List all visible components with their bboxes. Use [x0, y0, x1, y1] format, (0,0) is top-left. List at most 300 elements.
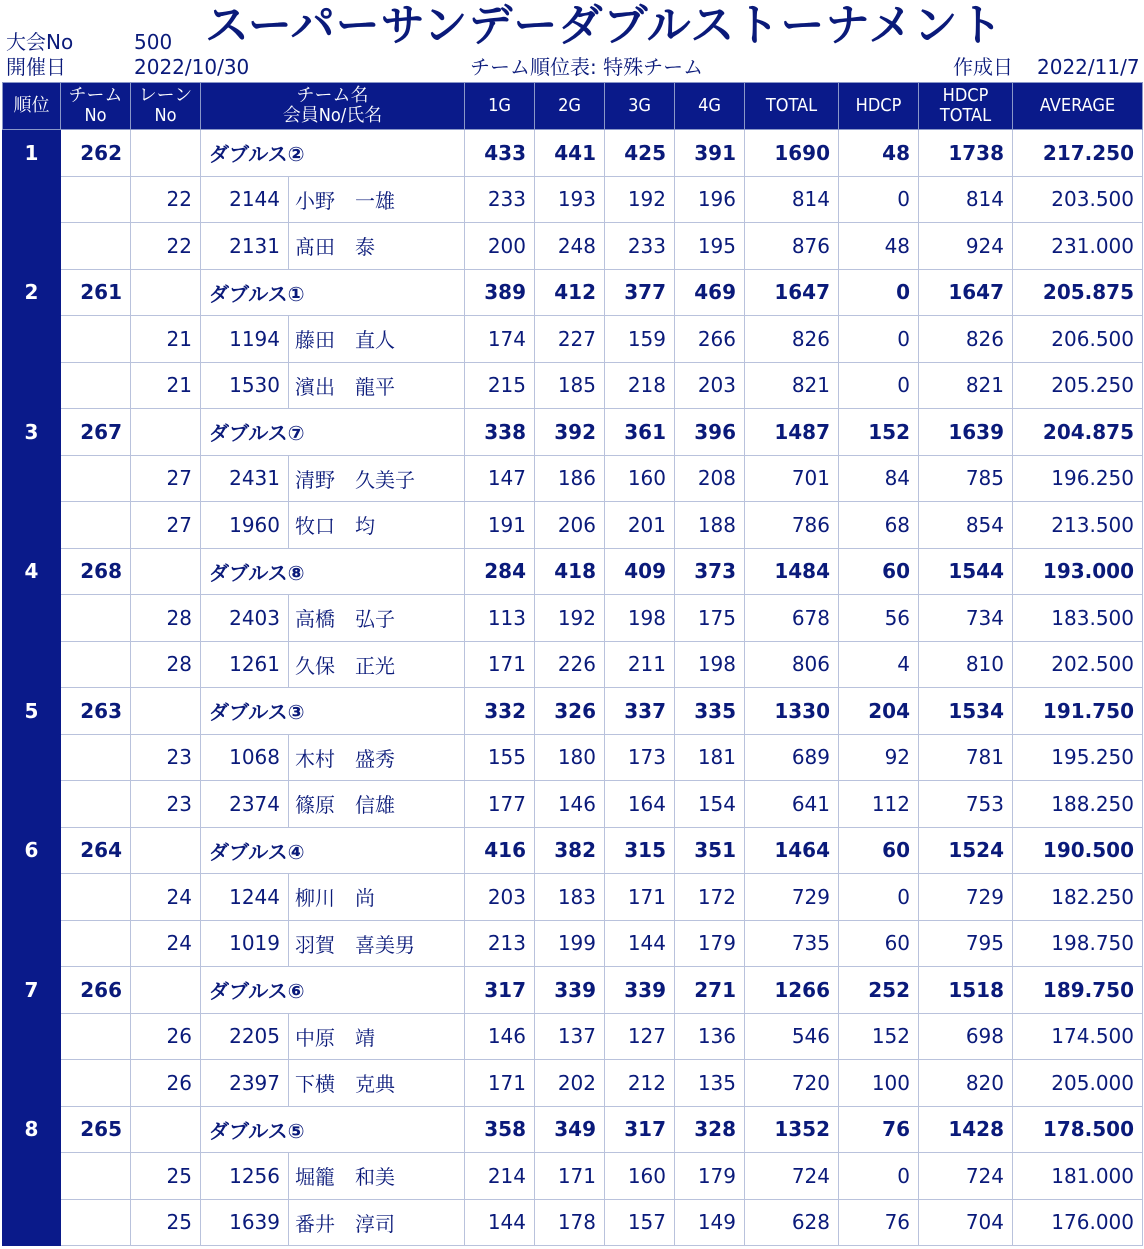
member-g1: 214 — [465, 1153, 535, 1200]
member-g3: 201 — [605, 502, 675, 549]
team-no: 262 — [61, 130, 131, 177]
col-g1: 1G — [465, 83, 535, 130]
member-name: 番井 淳司 — [289, 1199, 465, 1246]
member-hdcp-total: 854 — [919, 502, 1013, 549]
member-g3: 160 — [605, 455, 675, 502]
member-g4: 175 — [675, 595, 745, 642]
member-g3: 173 — [605, 734, 675, 781]
member-hdcp: 100 — [839, 1060, 919, 1107]
rank-cell-empty — [3, 734, 61, 781]
team-hdcp-total: 1534 — [919, 688, 1013, 735]
member-average: 188.250 — [1013, 781, 1143, 828]
date-label: 開催日 — [6, 55, 66, 79]
member-hdcp: 68 — [839, 502, 919, 549]
member-lane: 25 — [131, 1153, 201, 1200]
member-average: 206.500 — [1013, 316, 1143, 363]
member-no: 1068 — [201, 734, 289, 781]
team-no-empty — [61, 1199, 131, 1246]
team-no-empty — [61, 223, 131, 270]
member-name: 濱出 龍平 — [289, 362, 465, 409]
member-no: 1639 — [201, 1199, 289, 1246]
team-no-empty — [61, 595, 131, 642]
member-row — [3, 223, 1143, 270]
team-g4: 271 — [675, 967, 745, 1014]
member-g1: 191 — [465, 502, 535, 549]
team-g3: 339 — [605, 967, 675, 1014]
member-lane: 26 — [131, 1060, 201, 1107]
team-average: 193.000 — [1013, 548, 1143, 595]
team-no-empty — [61, 781, 131, 828]
member-g1: 215 — [465, 362, 535, 409]
member-total: 876 — [745, 223, 839, 270]
member-lane: 28 — [131, 595, 201, 642]
member-g4: 203 — [675, 362, 745, 409]
member-total: 729 — [745, 874, 839, 921]
team-total: 1690 — [745, 130, 839, 177]
member-g4: 266 — [675, 316, 745, 363]
member-no: 2131 — [201, 223, 289, 270]
team-no-empty — [61, 455, 131, 502]
member-total: 786 — [745, 502, 839, 549]
team-rank: 3 — [3, 409, 61, 456]
team-no-empty — [61, 362, 131, 409]
member-hdcp: 92 — [839, 734, 919, 781]
member-average: 198.750 — [1013, 920, 1143, 967]
col-rank: 順位 — [3, 83, 61, 130]
member-row — [3, 595, 1143, 642]
team-g4: 391 — [675, 130, 745, 177]
member-total: 821 — [745, 362, 839, 409]
member-hdcp-total: 924 — [919, 223, 1013, 270]
team-g3: 409 — [605, 548, 675, 595]
member-g2: 206 — [535, 502, 605, 549]
member-hdcp-total: 820 — [919, 1060, 1013, 1107]
member-lane: 26 — [131, 1013, 201, 1060]
member-no: 1261 — [201, 641, 289, 688]
rank-cell-empty — [3, 362, 61, 409]
member-g3: 159 — [605, 316, 675, 363]
member-average: 202.500 — [1013, 641, 1143, 688]
member-average: 195.250 — [1013, 734, 1143, 781]
rank-cell-empty — [3, 641, 61, 688]
member-lane: 22 — [131, 223, 201, 270]
member-g2: 202 — [535, 1060, 605, 1107]
member-lane: 27 — [131, 502, 201, 549]
member-lane: 25 — [131, 1199, 201, 1246]
member-g2: 192 — [535, 595, 605, 642]
member-g4: 172 — [675, 874, 745, 921]
team-hdcp-total: 1738 — [919, 130, 1013, 177]
team-row — [3, 688, 1143, 735]
member-hdcp-total: 698 — [919, 1013, 1013, 1060]
member-row — [3, 641, 1143, 688]
team-no-empty — [61, 316, 131, 363]
team-g4: 396 — [675, 409, 745, 456]
member-no: 1530 — [201, 362, 289, 409]
team-no-empty — [61, 176, 131, 223]
created-date: 2022/11/7 — [1037, 55, 1140, 79]
team-no: 261 — [61, 269, 131, 316]
member-average: 181.000 — [1013, 1153, 1143, 1200]
member-average: 231.000 — [1013, 223, 1143, 270]
member-total: 806 — [745, 641, 839, 688]
member-row — [3, 316, 1143, 363]
team-no: 268 — [61, 548, 131, 595]
member-hdcp-total: 753 — [919, 781, 1013, 828]
rank-cell-empty — [3, 1199, 61, 1246]
team-hdcp: 60 — [839, 548, 919, 595]
col-g2: 2G — [535, 83, 605, 130]
col-lane-no: レーン No — [131, 83, 201, 130]
rank-cell-empty — [3, 781, 61, 828]
member-g3: 192 — [605, 176, 675, 223]
member-name: 小野 一雄 — [289, 176, 465, 223]
member-average: 196.250 — [1013, 455, 1143, 502]
rank-cell-empty — [3, 223, 61, 270]
member-no: 2205 — [201, 1013, 289, 1060]
member-g2: 248 — [535, 223, 605, 270]
member-g3: 218 — [605, 362, 675, 409]
member-g2: 227 — [535, 316, 605, 363]
member-name: 藤田 直人 — [289, 316, 465, 363]
member-hdcp-total: 810 — [919, 641, 1013, 688]
member-total: 678 — [745, 595, 839, 642]
team-no-empty — [61, 1153, 131, 1200]
member-lane: 23 — [131, 734, 201, 781]
team-g1: 389 — [465, 269, 535, 316]
col-g4: 4G — [675, 83, 745, 130]
member-row — [3, 1013, 1143, 1060]
member-name: 牧口 均 — [289, 502, 465, 549]
member-average: 203.500 — [1013, 176, 1143, 223]
member-hdcp-total: 729 — [919, 874, 1013, 921]
team-hdcp: 152 — [839, 409, 919, 456]
member-g4: 135 — [675, 1060, 745, 1107]
member-total: 701 — [745, 455, 839, 502]
team-g4: 351 — [675, 827, 745, 874]
member-no: 2431 — [201, 455, 289, 502]
member-g3: 198 — [605, 595, 675, 642]
member-g1: 233 — [465, 176, 535, 223]
team-name: ダブルス⑤ — [201, 1106, 465, 1153]
member-g1: 177 — [465, 781, 535, 828]
team-hdcp: 76 — [839, 1106, 919, 1153]
created-label: 作成日 — [953, 55, 1013, 79]
member-lane: 23 — [131, 781, 201, 828]
member-g4: 181 — [675, 734, 745, 781]
team-g3: 317 — [605, 1106, 675, 1153]
rank-cell-empty — [3, 176, 61, 223]
member-g1: 203 — [465, 874, 535, 921]
member-g4: 208 — [675, 455, 745, 502]
report-title: スーパーサンデーダブルストーナメント — [205, 0, 1004, 51]
member-hdcp: 48 — [839, 223, 919, 270]
member-g1: 171 — [465, 1060, 535, 1107]
team-no: 267 — [61, 409, 131, 456]
member-total: 724 — [745, 1153, 839, 1200]
member-row — [3, 920, 1143, 967]
table-header-row — [3, 83, 1143, 130]
team-no-empty — [61, 734, 131, 781]
rank-cell-empty — [3, 316, 61, 363]
team-g1: 416 — [465, 827, 535, 874]
member-lane: 21 — [131, 316, 201, 363]
team-total: 1484 — [745, 548, 839, 595]
member-hdcp-total: 724 — [919, 1153, 1013, 1200]
member-row — [3, 734, 1143, 781]
team-row — [3, 409, 1143, 456]
team-g1: 433 — [465, 130, 535, 177]
team-name: ダブルス② — [201, 130, 465, 177]
member-hdcp-total: 821 — [919, 362, 1013, 409]
member-name: 木村 盛秀 — [289, 734, 465, 781]
member-name: 羽賀 喜美男 — [289, 920, 465, 967]
member-hdcp-total: 814 — [919, 176, 1013, 223]
member-name: 高橋 弘子 — [289, 595, 465, 642]
rank-cell-empty — [3, 1153, 61, 1200]
member-hdcp: 0 — [839, 874, 919, 921]
member-hdcp: 112 — [839, 781, 919, 828]
member-hdcp-total: 704 — [919, 1199, 1013, 1246]
member-row — [3, 502, 1143, 549]
team-total: 1647 — [745, 269, 839, 316]
member-no: 2144 — [201, 176, 289, 223]
member-g4: 179 — [675, 1153, 745, 1200]
team-lane — [131, 688, 201, 735]
member-g2: 137 — [535, 1013, 605, 1060]
team-no-empty — [61, 920, 131, 967]
team-total: 1266 — [745, 967, 839, 1014]
team-hdcp-total: 1544 — [919, 548, 1013, 595]
member-hdcp: 56 — [839, 595, 919, 642]
member-no: 2397 — [201, 1060, 289, 1107]
col-g3: 3G — [605, 83, 675, 130]
member-hdcp: 84 — [839, 455, 919, 502]
member-hdcp-total: 795 — [919, 920, 1013, 967]
rank-cell-empty — [3, 1013, 61, 1060]
member-average: 182.250 — [1013, 874, 1143, 921]
member-hdcp-total: 781 — [919, 734, 1013, 781]
member-average: 205.000 — [1013, 1060, 1143, 1107]
team-g2: 349 — [535, 1106, 605, 1153]
member-g4: 154 — [675, 781, 745, 828]
team-g3: 377 — [605, 269, 675, 316]
member-hdcp: 60 — [839, 920, 919, 967]
member-g2: 199 — [535, 920, 605, 967]
col-hdcp: HDCP — [839, 83, 919, 130]
team-rank: 6 — [3, 827, 61, 874]
member-total: 546 — [745, 1013, 839, 1060]
member-g1: 113 — [465, 595, 535, 642]
member-no: 1960 — [201, 502, 289, 549]
col-average: AVERAGE — [1013, 83, 1143, 130]
team-hdcp: 60 — [839, 827, 919, 874]
team-no: 264 — [61, 827, 131, 874]
member-g2: 185 — [535, 362, 605, 409]
member-no: 1194 — [201, 316, 289, 363]
team-g4: 469 — [675, 269, 745, 316]
member-g1: 147 — [465, 455, 535, 502]
team-lane — [131, 1106, 201, 1153]
member-g1: 213 — [465, 920, 535, 967]
member-row — [3, 362, 1143, 409]
rank-cell-empty — [3, 874, 61, 921]
team-g2: 392 — [535, 409, 605, 456]
team-g3: 425 — [605, 130, 675, 177]
member-no: 1244 — [201, 874, 289, 921]
member-no: 2403 — [201, 595, 289, 642]
member-g2: 171 — [535, 1153, 605, 1200]
member-lane: 22 — [131, 176, 201, 223]
team-g2: 382 — [535, 827, 605, 874]
member-g2: 193 — [535, 176, 605, 223]
member-row — [3, 455, 1143, 502]
member-g2: 180 — [535, 734, 605, 781]
team-name: ダブルス⑥ — [201, 967, 465, 1014]
tournament-label: 大会No — [6, 30, 74, 54]
member-hdcp: 4 — [839, 641, 919, 688]
member-total: 826 — [745, 316, 839, 363]
team-row — [3, 130, 1143, 177]
member-g4: 188 — [675, 502, 745, 549]
member-g2: 178 — [535, 1199, 605, 1246]
team-rank: 1 — [3, 130, 61, 177]
tournament-no: 500 — [134, 30, 173, 54]
rank-cell-empty — [3, 595, 61, 642]
member-g1: 174 — [465, 316, 535, 363]
team-hdcp: 252 — [839, 967, 919, 1014]
member-name: 堀籠 和美 — [289, 1153, 465, 1200]
member-total: 814 — [745, 176, 839, 223]
member-total: 641 — [745, 781, 839, 828]
member-lane: 27 — [131, 455, 201, 502]
member-g3: 127 — [605, 1013, 675, 1060]
member-name: 久保 正光 — [289, 641, 465, 688]
member-g3: 233 — [605, 223, 675, 270]
team-no: 266 — [61, 967, 131, 1014]
member-hdcp-total: 785 — [919, 455, 1013, 502]
member-lane: 24 — [131, 920, 201, 967]
member-g3: 212 — [605, 1060, 675, 1107]
member-g3: 157 — [605, 1199, 675, 1246]
member-hdcp: 0 — [839, 176, 919, 223]
member-g4: 136 — [675, 1013, 745, 1060]
team-rank: 5 — [3, 688, 61, 735]
member-hdcp: 0 — [839, 1153, 919, 1200]
team-g3: 337 — [605, 688, 675, 735]
team-row — [3, 548, 1143, 595]
team-hdcp: 204 — [839, 688, 919, 735]
rank-cell-empty — [3, 1060, 61, 1107]
rank-cell-empty — [3, 502, 61, 549]
team-hdcp: 48 — [839, 130, 919, 177]
member-row — [3, 1060, 1143, 1107]
team-lane — [131, 409, 201, 456]
team-row — [3, 967, 1143, 1014]
team-rank: 4 — [3, 548, 61, 595]
member-name: 中原 靖 — [289, 1013, 465, 1060]
team-hdcp-total: 1524 — [919, 827, 1013, 874]
team-lane — [131, 130, 201, 177]
member-lane: 21 — [131, 362, 201, 409]
team-lane — [131, 967, 201, 1014]
team-average: 217.250 — [1013, 130, 1143, 177]
team-g2: 339 — [535, 967, 605, 1014]
team-total: 1352 — [745, 1106, 839, 1153]
member-g4: 198 — [675, 641, 745, 688]
team-g3: 361 — [605, 409, 675, 456]
team-average: 178.500 — [1013, 1106, 1143, 1153]
member-row — [3, 1199, 1143, 1246]
team-name: ダブルス① — [201, 269, 465, 316]
member-g4: 149 — [675, 1199, 745, 1246]
member-total: 628 — [745, 1199, 839, 1246]
member-no: 2374 — [201, 781, 289, 828]
team-average: 190.500 — [1013, 827, 1143, 874]
member-g3: 211 — [605, 641, 675, 688]
member-hdcp: 0 — [839, 362, 919, 409]
member-row — [3, 176, 1143, 223]
member-g1: 146 — [465, 1013, 535, 1060]
team-g1: 358 — [465, 1106, 535, 1153]
team-g4: 328 — [675, 1106, 745, 1153]
member-lane: 28 — [131, 641, 201, 688]
team-g1: 284 — [465, 548, 535, 595]
member-g4: 196 — [675, 176, 745, 223]
team-g1: 332 — [465, 688, 535, 735]
member-total: 689 — [745, 734, 839, 781]
team-g2: 441 — [535, 130, 605, 177]
member-g1: 144 — [465, 1199, 535, 1246]
member-no: 1019 — [201, 920, 289, 967]
member-g1: 155 — [465, 734, 535, 781]
member-row — [3, 781, 1143, 828]
team-average: 205.875 — [1013, 269, 1143, 316]
team-total: 1464 — [745, 827, 839, 874]
team-g1: 317 — [465, 967, 535, 1014]
team-hdcp-total: 1428 — [919, 1106, 1013, 1153]
team-g4: 373 — [675, 548, 745, 595]
team-total: 1330 — [745, 688, 839, 735]
member-g3: 144 — [605, 920, 675, 967]
team-g2: 326 — [535, 688, 605, 735]
member-g2: 146 — [535, 781, 605, 828]
team-lane — [131, 827, 201, 874]
team-g4: 335 — [675, 688, 745, 735]
member-g2: 186 — [535, 455, 605, 502]
member-name: 髙田 泰 — [289, 223, 465, 270]
member-name: 篠原 信雄 — [289, 781, 465, 828]
col-name: チーム名 会員No/氏名 — [201, 83, 465, 130]
col-hdcp-total: HDCP TOTAL — [919, 83, 1013, 130]
event-date: 2022/10/30 — [134, 55, 250, 79]
member-average: 183.500 — [1013, 595, 1143, 642]
team-hdcp-total: 1647 — [919, 269, 1013, 316]
team-rank: 8 — [3, 1106, 61, 1153]
team-hdcp-total: 1639 — [919, 409, 1013, 456]
team-g3: 315 — [605, 827, 675, 874]
team-hdcp-total: 1518 — [919, 967, 1013, 1014]
ranking-table — [2, 82, 1143, 1246]
member-total: 720 — [745, 1060, 839, 1107]
team-g2: 418 — [535, 548, 605, 595]
member-name: 下横 克典 — [289, 1060, 465, 1107]
team-no: 265 — [61, 1106, 131, 1153]
team-name: ダブルス⑧ — [201, 548, 465, 595]
member-average: 205.250 — [1013, 362, 1143, 409]
team-name: ダブルス③ — [201, 688, 465, 735]
member-g3: 171 — [605, 874, 675, 921]
